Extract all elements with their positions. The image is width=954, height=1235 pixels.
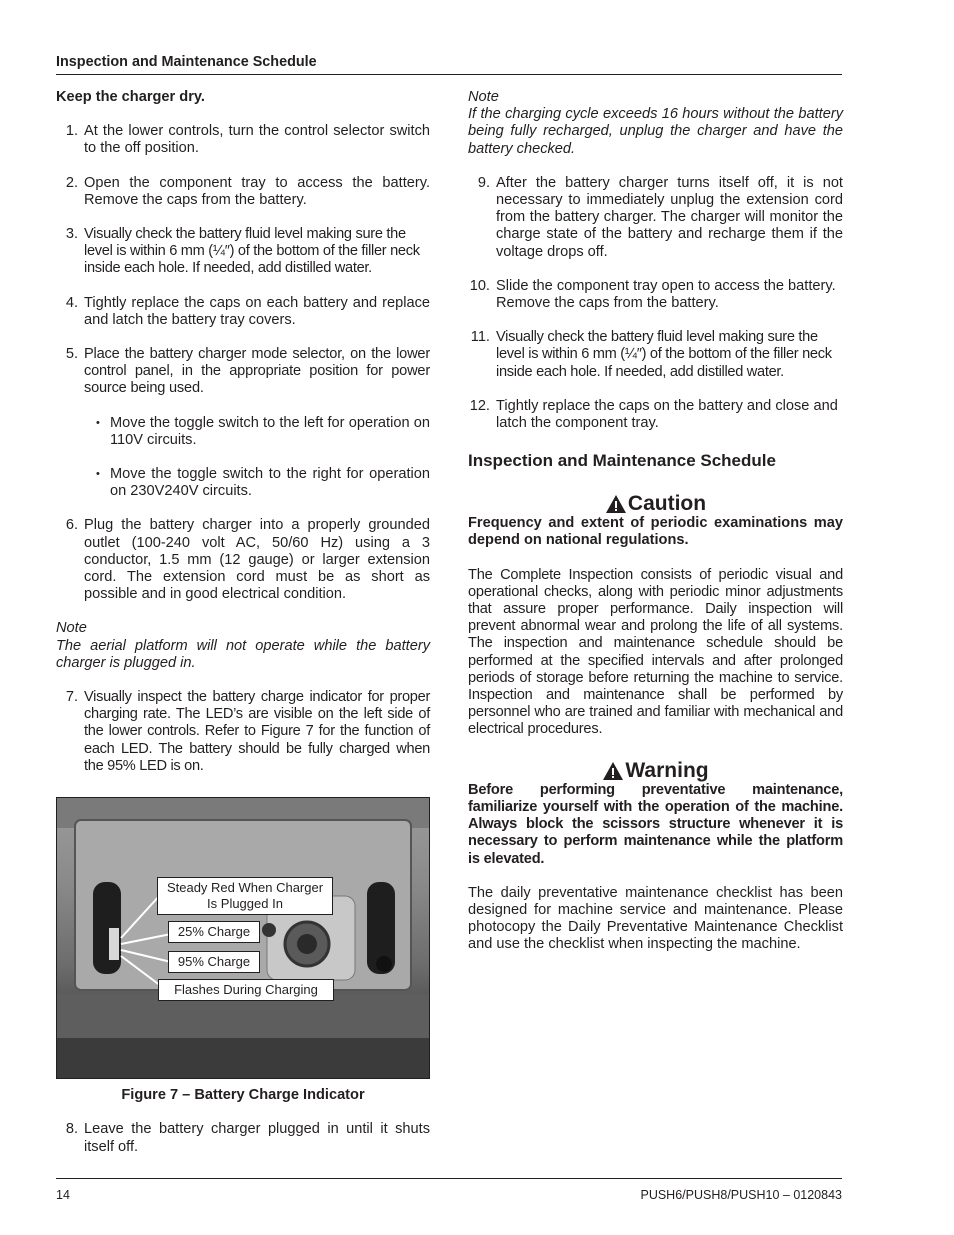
caution-heading: Caution [468,493,843,515]
step-text: At the lower controls, turn the control selector switch to the off position. [84,123,430,157]
bullet-icon: • [96,416,100,429]
bullet-item: • Move the toggle switch to the right for operation on 230V240V circuits. [96,466,430,500]
callout-25-charge: 25% Charge [168,921,260,943]
step-5: 5. Place the battery charger mode selector, on the lower control panel, in the appropriate position for power source being used. [65,346,430,397]
page-footer [56,1178,842,1204]
step-text: Visually check the battery fluid level making sure the level is within 6 mm (¼″) of the bottom of the filler neck inside each hole. If needed, add distilled water. [496,329,832,380]
step-10: 10. Slide the component tray open to access the battery. Remove the caps from the battery. [468,278,843,312]
checklist-description: The daily preventative maintenance checklist has been designed for machine service and maintenance. Please photocopy the Daily Preventative Maintenance Checklist and use the checklist when inspecting the machine. [468,884,843,953]
warning-text: Before performing preventative maintenance, familiarize yourself with the operation of the machine. Always block the scissors structure whenever it is necessary to perform maintenance while the platform is elevated. [468,781,843,867]
step-text: Visually check the battery fluid level making sure the level is within 6 mm (¼″) of the bottom of the filler neck inside each hole. If needed, add distilled water. [84,226,420,277]
caution-text: Frequency and extent of periodic examinations may depend on national regulations. [468,515,843,549]
inspection-description: The Complete Inspection consists of periodic visual and operational checks, along with periodic minor adjustments that assure proper performance. Daily inspection will prevent abnormal wear and prolong the life of all systems. The inspection and maintenance schedule should be performed at the specified intervals and after prolonged periods of storage before returning the machine to service. Inspection and maintenance shall be performed by personnel who are trained and familiar with mechanical and electrical procedures. [468,566,843,738]
warning-triangle-icon [602,761,624,781]
step-text: Leave the battery charger plugged in until it shuts itself off. [84,1121,430,1155]
document-id: PUSH6/PUSH8/PUSH10 – 0120843 [640,1188,842,1202]
note-label: Note [468,89,499,105]
step-4: 4. Tightly replace the caps on each battery and replace and latch the battery tray covers. [65,294,430,328]
warning-heading: Warning [468,760,843,782]
section-heading: Inspection and Maintenance Schedule [468,451,776,471]
bullet-item: • Move the toggle switch to the left for operation on 110V circuits. [96,414,430,448]
step-3: 3. Visually check the battery fluid level making sure the level is within 6 mm (¼″) of the bottom of the filler neck inside each hole. If needed, add distilled water. [56,226,430,278]
header-title: Inspection and Maintenance Schedule [56,54,317,70]
step-2: 2. Open the component tray to access the battery. Remove the caps from the battery. [65,174,430,208]
note-text: The aerial platform will not operate while the battery charger is plugged in. [56,637,430,671]
step-text: Plug the battery charger into a properly grounded outlet (100-240 volt AC, 50/60 Hz) using a 3 conductor, 1.5 mm (12 gauge) or larger extension cord. The extension cord must be as short as possible and in good electrical condition. [84,517,430,603]
right-column [468,89,843,954]
step-9: 9. After the battery charger turns itself off, it is not necessary to immediately unplug the extension cord from the battery charger. The charger will monitor the charge state of the battery and recharge them if the voltage drops off. [477,174,843,260]
page-number: 14 [56,1188,70,1202]
callout-steady-red: Steady Red When Charger Is Plugged In [157,877,333,915]
step-12: 12. Tightly replace the caps on the battery and close and latch the component tray. [468,398,843,432]
step-8: 8. Leave the battery charger plugged in until it shuts itself off. [65,1121,430,1155]
figure-caption: Figure 7 – Battery Charge Indicator [121,1087,365,1104]
step-text: Visually inspect the battery charge indicator for proper charging rate. The LED’s are visible on the left side of the lower controls. Refer to Figure 7 for the function of each LED. The battery should be fully charged when the 95% LED is on. [84,689,430,774]
battery-charge-indicator-photo [56,797,430,1079]
note-text: If the charging cycle exceeds 16 hours without the battery being fully recharged, unplug the charger and have the battery checked. [468,106,843,157]
note-label: Note [56,620,87,637]
bullet-icon: • [96,468,100,481]
step-text: Tightly replace the caps on the battery and close and latch the component tray. [496,397,838,432]
caution-triangle-icon [605,494,627,514]
page-header [56,54,842,75]
step-7: 7. Visually inspect the battery charge indicator for proper charging rate. The LED’s are visible on the left side of the lower controls. Refer to Figure 7 for the function of each LED. The battery should be fully charged when the 95% LED is on. [65,689,430,774]
step-text: Slide the component tray open to access the battery. Remove the caps from the battery. [496,277,836,312]
step-text: Open the component tray to access the battery. Remove the caps from the battery. [84,174,430,208]
step-text: After the battery charger turns itself off, it is not necessary to immediately unplug the extension cord from the battery charger. The charger will monitor the charge state of the battery and recharge them if the voltage drops off. [496,174,843,260]
step-1: 1. At the lower controls, turn the control selector switch to the off position. [65,123,430,157]
step-6: 6. Plug the battery charger into a properly grounded outlet (100-240 volt AC, 50/60 Hz) using a 3 conductor, 1.5 mm (12 gauge) or larger extension cord. The extension cord must be as short as possible and in good electrical condition. [65,517,430,603]
intro-text: Keep the charger dry. [56,89,205,105]
step-11: 11. Visually check the battery fluid level making sure the level is within 6 mm (¼″) of the bottom of the filler neck inside each hole. If needed, add distilled water. [468,329,843,381]
callout-flashes: Flashes During Charging [158,979,334,1001]
step-text: Place the battery charger mode selector, on the lower control panel, in the appropriate position for power source being used. [84,346,430,397]
step-text: Tightly replace the caps on each battery and replace and latch the battery tray covers. [84,294,430,328]
left-column [56,89,430,1156]
callout-95-charge: 95% Charge [168,951,260,973]
